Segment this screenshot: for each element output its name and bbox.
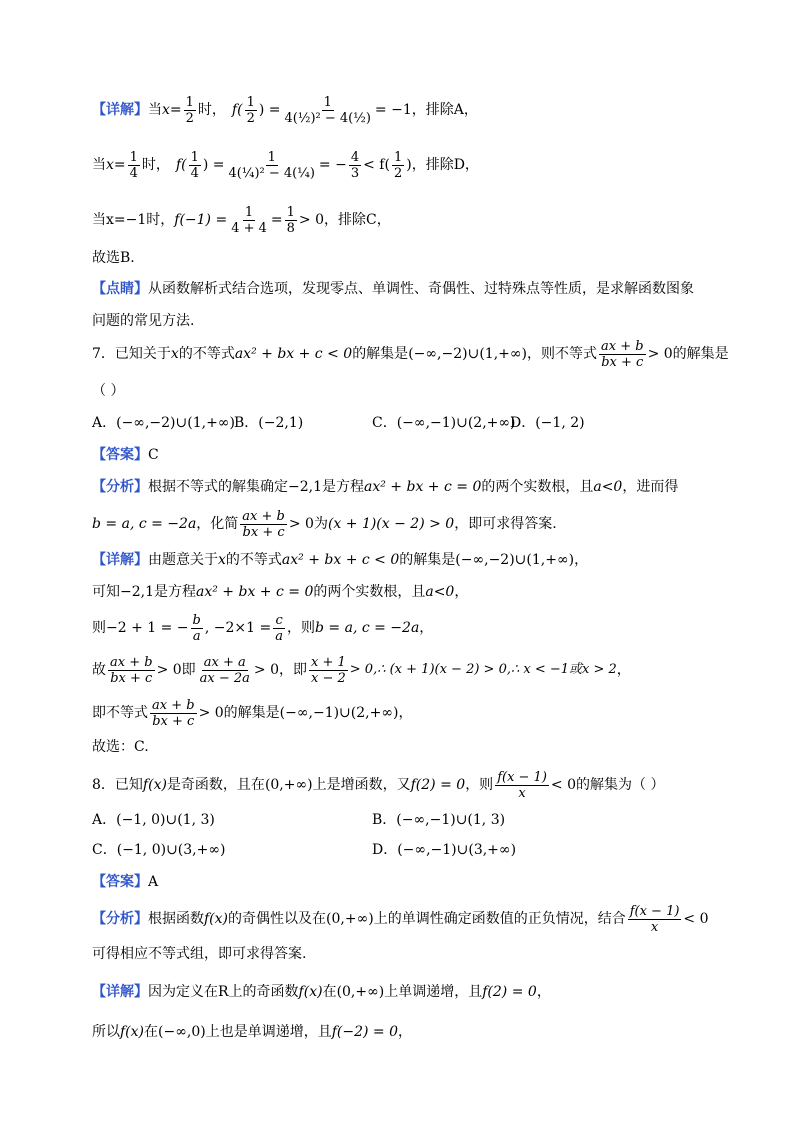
q8-option-d: D．(−∞,−1)∪(3,+∞)	[372, 842, 517, 858]
fraction: $\frac{1}{\text{4(¼)² − 4(¼)}}$	[228, 149, 315, 181]
q8-analysis-line-2: 可得相应不等式组，即可求得答案.	[92, 946, 307, 962]
detail-tag: 【详解】	[92, 984, 148, 1000]
fraction: $\frac{ax + b}{bx + c}$	[242, 508, 285, 540]
q7-detail-line-3: 则 −2 + 1 = − $\frac{b}{a}$ , −2×1 = $\frac{c}{a}$ ，则 b = a, c = −2a ，	[92, 612, 434, 644]
answer-tag: 【答案】	[92, 874, 148, 890]
p6-conclusion: 故选B.	[92, 250, 135, 266]
p6-remark-line-2: 问题的常见方法.	[92, 313, 195, 329]
fraction: $\frac{ax + b}{bx + c}$	[110, 654, 153, 686]
remark-tag: 【点睛】	[92, 281, 148, 297]
p6-detail-line-1: 【详解】 当 x = $\frac{1}{2}$ 时， f( $\frac{1}{2}$ ) = $\frac{1}{\text{4(½)² − 4(½)}}$ = −1，排除A，	[92, 94, 478, 126]
p6-detail-line-3: 当x=−1时， f(−1) = $\frac{1}{4 + 4}$ = $\frac{1}{8}$ > 0，排除C，	[92, 204, 391, 236]
q7-conclusion: 故选：C.	[92, 739, 149, 755]
q8-stem: 8．已知 f(x) 是奇函数，且在 (0,+∞) 上是增函数，又 f(2) = 0 ，则 $\frac{f(x - 1)}{x}$ < 0 的解集为（ ）	[92, 769, 665, 801]
q7-paren: （ ）	[92, 383, 125, 399]
q7-option-b: B．(−2,1)	[234, 415, 304, 431]
fraction: $\frac{ax + b}{bx + c}$	[601, 338, 644, 370]
p6-detail-line-2: 当 x = $\frac{1}{4}$ 时， f( $\frac{1}{4}$ ) = $\frac{1}{\text{4(¼)² − 4(¼)}}$ = − $\frac{4}{3}$ < f( $\frac{1}{2}$ )，排除D，	[92, 149, 479, 181]
q7-detail-line-1: 【详解】 由题意关于 x 的不等式 ax² + bx + c < 0 的解集是 (−∞,−2)∪(1,+∞) ，	[92, 552, 589, 568]
fraction: $\frac{c}{a}$	[275, 612, 283, 644]
q8-detail-line-2: 所以 f(x) 在 (−∞,0) 上也是单调递增，且 f(−2) = 0 ，	[92, 1024, 412, 1040]
fraction: $\frac{ax + a}{ax - 2a}$	[199, 654, 250, 686]
detail-tag: 【详解】	[92, 102, 148, 118]
fraction: $\frac{1}{\text{4(½)² − 4(½)}}$	[284, 94, 371, 126]
analysis-tag: 【分析】	[92, 479, 148, 495]
fraction: $\frac{1}{8}$	[286, 204, 295, 236]
fraction: $\frac{1}{2}$	[246, 94, 255, 126]
q8-option-a: A．(−1, 0)∪(1, 3)	[92, 812, 215, 828]
q7-detail-line-2: 可知 −2,1 是方程 ax² + bx + c = 0 的两个实数根，且 a<0 ，	[92, 584, 469, 600]
q8-detail-line-1: 【详解】 因为定义在R上的奇函数 f(x) 在 (0,+∞) 上单调递增，且 f(2) = 0 ，	[92, 984, 551, 1000]
fraction: $\frac{1}{2}$	[393, 149, 403, 181]
q8-option-c: C．(−1, 0)∪(3,+∞)	[92, 842, 226, 858]
fraction: $\frac{1}{4 + 4}$	[231, 204, 267, 236]
fraction: $\frac{f(x - 1)}{x}$	[629, 903, 680, 935]
fraction: $\frac{f(x - 1)}{x}$	[497, 769, 547, 801]
q7-analysis-line-2: b = a, c = −2a ，化简 $\frac{ax + b}{bx + c}$ > 0 为 (x + 1)(x − 2) > 0 ，即可求得答案.	[92, 508, 557, 540]
fraction: $\frac{1}{4}$	[190, 149, 199, 181]
q7-option-d: D．(−1, 2)	[510, 415, 585, 431]
p6-remark-line-1: 【点睛】 从函数解析式结合选项，发现零点、单调性、奇偶性、过特殊点等性质，是求解函数图象	[92, 281, 694, 297]
q8-answer: 【答案】 A	[92, 874, 159, 890]
detail-tag: 【详解】	[92, 552, 148, 568]
fraction: $\frac{1}{2}$	[185, 94, 194, 126]
q8-analysis-line-1: 【分析】 根据函数 f(x) 的奇偶性以及在 (0,+∞) 上的单调性确定函数值的正负情况，结合 $\frac{f(x - 1)}{x}$ < 0	[92, 903, 709, 935]
q7-option-c: C．(−∞,−1)∪(2,+∞)	[372, 415, 516, 431]
fraction: $\frac{ax + b}{bx + c}$	[152, 697, 195, 729]
q7-stem: 7．已知关于 x 的不等式 ax² + bx + c < 0 的解集是 (−∞,−2)∪(1,+∞) ，则不等式 $\frac{ax + b}{bx + c}$ > 0 的解集是	[92, 338, 729, 370]
fraction: $\frac{4}{3}$	[350, 149, 360, 181]
analysis-tag: 【分析】	[92, 911, 148, 927]
answer-tag: 【答案】	[92, 447, 148, 463]
fraction: $\frac{1}{4}$	[129, 149, 138, 181]
q7-answer: 【答案】 C	[92, 447, 159, 463]
q7-detail-line-5: 即不等式 $\frac{ax + b}{bx + c}$ > 0 的解集是 (−∞,−1)∪(2,+∞) ，	[92, 697, 413, 729]
q7-detail-line-4: 故 $\frac{ax + b}{bx + c}$ > 0 即 $\frac{ax + a}{ax - 2a}$ > 0 ，即 $\frac{x + 1}{x - 2}$ > 0,∴ (x + 1)(x − 2) > 0,∴ x < −1或x > 2 ，	[92, 654, 631, 686]
q7-option-a: A．(−∞,−2)∪(1,+∞)	[92, 415, 235, 431]
q7-analysis-line-1: 【分析】 根据不等式的解集确定 −2,1 是方程 ax² + bx + c = 0 的两个实数根，且 a<0 ，进而得	[92, 479, 679, 495]
fraction: $\frac{x + 1}{x - 2}$	[311, 654, 346, 686]
fraction: $\frac{b}{a}$	[192, 612, 201, 644]
q8-option-b: B．(−∞,−1)∪(1, 3)	[372, 812, 506, 828]
